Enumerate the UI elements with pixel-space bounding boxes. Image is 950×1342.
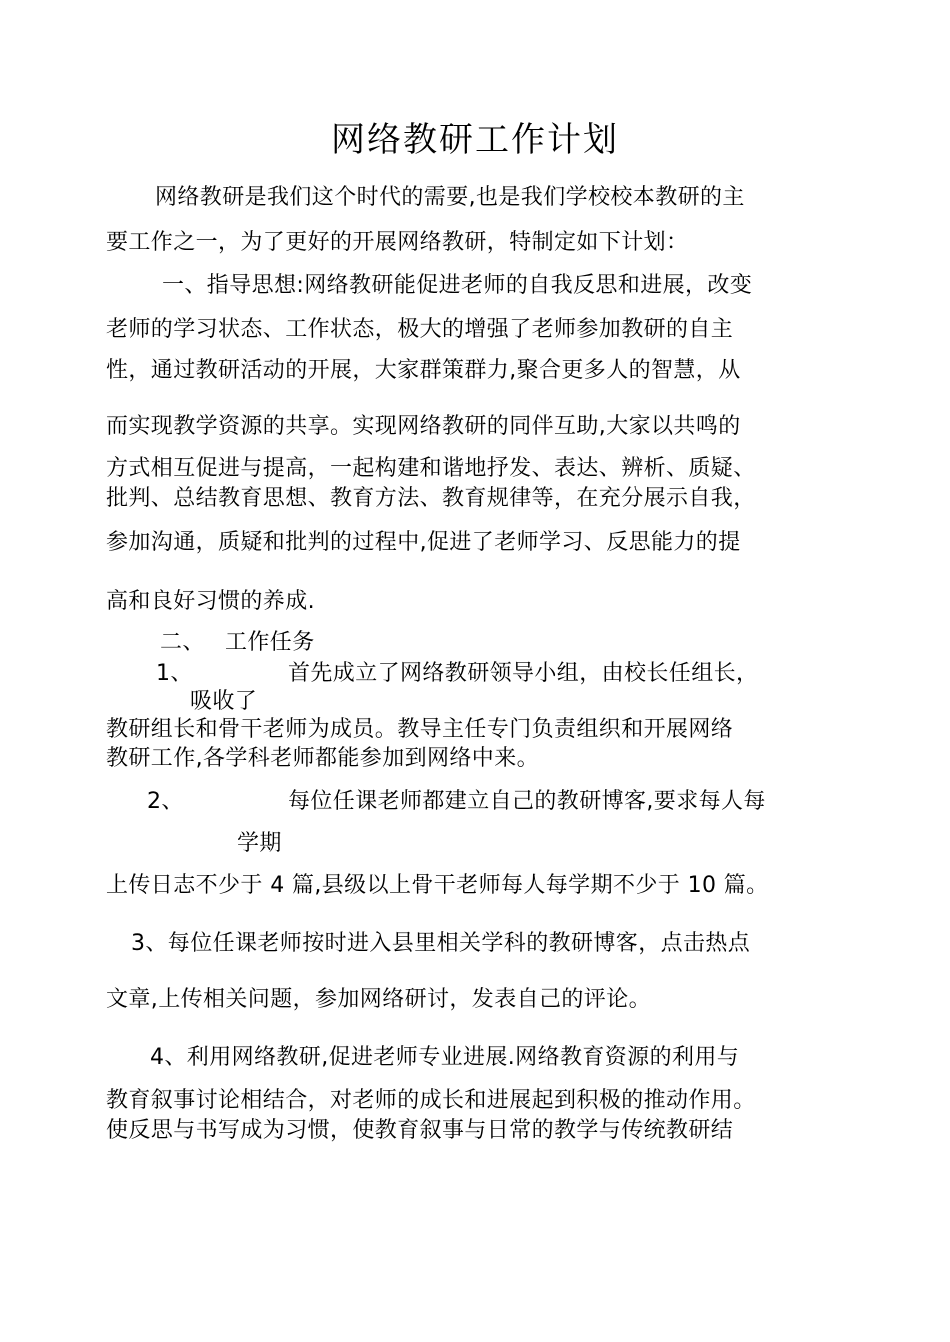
- item1-continuation-1: 吸收了: [190, 689, 258, 714]
- section2-heading-number: 二、: [160, 630, 205, 655]
- item2-continuation-2: 上传日志不少于 4 篇,县级以上骨干老师每人每学期不少于 10 篇。: [106, 873, 769, 898]
- item1-continuation-3: 教研工作,各学科老师都能参加到网络中来。: [106, 746, 539, 771]
- document-title: 网络教研工作计划: [331, 120, 619, 160]
- section1-line-2: 老师的学习状态、工作状态，极大的增强了老师参加教研的自主: [106, 317, 734, 342]
- section1-line-1: 一、指导思想:网络教研能促进老师的自我反思和进展，改变: [162, 273, 753, 298]
- item2-text: 每位任课老师都建立自己的教研博客,要求每人每: [288, 789, 766, 814]
- section1-line-5: 方式相互促进与提高，一起构建和谐地抒发、表达、辨析、质疑、: [106, 456, 756, 481]
- section1-line-4: 而实现教学资源的共享。实现网络教研的同伴互助,大家以共鸣的: [106, 414, 741, 439]
- item2-number: 2、: [147, 789, 184, 814]
- item3-line-2: 文章,上传相关问题，参加网络研讨，发表自己的评论。: [106, 987, 651, 1012]
- section1-line-6: 批判、总结教育思想、教育方法、教育规律等，在充分展示自我，: [106, 486, 756, 511]
- intro-line-1: 网络教研是我们这个时代的需要,也是我们学校校本教研的主: [155, 185, 745, 210]
- section2-heading-text: 工作任务: [225, 630, 315, 655]
- item1-text: 首先成立了网络教研领导小组，由校长任组长，: [288, 661, 759, 686]
- item4-line-3: 使反思与书写成为习惯，使教育叙事与日常的教学与传统教研结: [106, 1118, 734, 1143]
- item1-continuation-2: 教研组长和骨干老师为成员。教导主任专门负责组织和开展网络: [106, 717, 734, 742]
- item3-line-1: 3、每位任课老师按时进入县里相关学科的教研博客，点击热点: [131, 931, 751, 956]
- section1-line-7: 参加沟通，质疑和批判的过程中,促进了老师学习、反思能力的提: [106, 530, 741, 555]
- intro-line-2: 要工作之一，为了更好的开展网络教研，特制定如下计划：: [106, 230, 689, 255]
- item1-number: 1、: [156, 661, 193, 686]
- section1-line-3: 性，通过教研活动的开展，大家群策群力,聚合更多人的智慧，从: [106, 358, 741, 383]
- item4-line-2: 教育叙事讨论相结合，对老师的成长和进展起到积极的推动作用。: [106, 1088, 756, 1113]
- item4-line-1: 4、利用网络教研,促进老师专业进展.网络教育资源的利用与: [150, 1045, 740, 1070]
- section1-line-8: 高和良好习惯的养成.: [106, 589, 315, 614]
- item2-continuation-1: 学期: [237, 831, 282, 856]
